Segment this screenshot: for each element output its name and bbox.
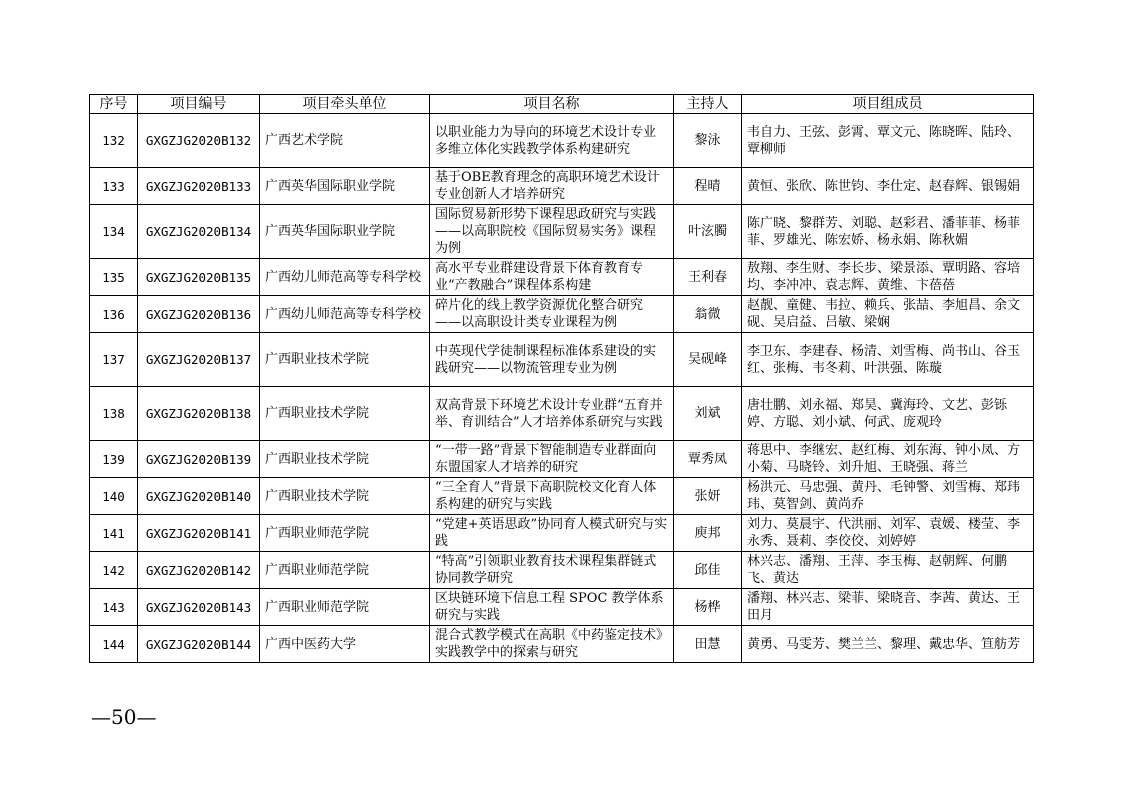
host-cell: 田慧 xyxy=(674,626,742,663)
header-lead-unit: 项目牵头单位 xyxy=(260,95,430,114)
project-name-cell: 中英现代学徒制课程标准体系建设的实践研究——以物流管理专业为例 xyxy=(430,333,674,387)
header-project-code: 项目编号 xyxy=(138,95,260,114)
lead-unit-cell: 广西幼儿师范高等专科学校 xyxy=(260,296,430,333)
seq-cell: 138 xyxy=(90,387,138,441)
project-name-cell: 国际贸易新形势下课程思政研究与实践——以高职院校《国际贸易实务》课程为例 xyxy=(430,205,674,259)
lead-unit-cell: 广西职业技术学院 xyxy=(260,441,430,478)
seq-cell: 140 xyxy=(90,478,138,515)
project-code-cell: GXGZJG2020B132 xyxy=(138,114,260,168)
project-code-cell: GXGZJG2020B136 xyxy=(138,296,260,333)
project-code-cell: GXGZJG2020B134 xyxy=(138,205,260,259)
project-table xyxy=(89,94,1034,663)
host-cell: 程晴 xyxy=(674,168,742,205)
table-row xyxy=(90,589,1034,626)
header-members: 项目组成员 xyxy=(742,95,1034,114)
project-code-cell: GXGZJG2020B133 xyxy=(138,168,260,205)
members-cell: 黄恒、张欣、陈世钧、李仕定、赵春辉、银锡娟 xyxy=(742,168,1034,205)
table-header-row xyxy=(90,95,1034,114)
project-code-cell: GXGZJG2020B142 xyxy=(138,552,260,589)
table-row xyxy=(90,552,1034,589)
lead-unit-cell: 广西英华国际职业学院 xyxy=(260,168,430,205)
lead-unit-cell: 广西职业师范学院 xyxy=(260,515,430,552)
project-code-cell: GXGZJG2020B138 xyxy=(138,387,260,441)
members-cell: 蒋思中、李继宏、赵红梅、刘东海、钟小凤、方小菊、马晓铃、刘升旭、王晓强、蒋兰 xyxy=(742,441,1034,478)
lead-unit-cell: 广西职业师范学院 xyxy=(260,589,430,626)
seq-cell: 144 xyxy=(90,626,138,663)
members-cell: 陈广晓、黎群芳、刘聪、赵彩君、潘菲菲、杨菲菲、罗雄光、陈宏娇、杨永娟、陈秋媚 xyxy=(742,205,1034,259)
host-cell: 张妍 xyxy=(674,478,742,515)
members-cell: 刘力、莫晨宇、代洪丽、刘军、袁媛、楼莹、李永秀、聂莉、李佼佼、刘婷婷 xyxy=(742,515,1034,552)
seq-cell: 132 xyxy=(90,114,138,168)
lead-unit-cell: 广西职业技术学院 xyxy=(260,478,430,515)
table-row xyxy=(90,168,1034,205)
project-name-cell: 双高背景下环境艺术设计专业群“五育并举、育训结合”人才培养体系研究与实践 xyxy=(430,387,674,441)
seq-cell: 133 xyxy=(90,168,138,205)
members-cell: 韦自力、王弦、彭霄、覃文元、陈晓晖、陆玲、覃柳师 xyxy=(742,114,1034,168)
project-code-cell: GXGZJG2020B140 xyxy=(138,478,260,515)
table-row xyxy=(90,333,1034,387)
host-cell: 庾邦 xyxy=(674,515,742,552)
members-cell: 潘翔、林兴志、梁菲、梁晓音、李茜、黄达、王田月 xyxy=(742,589,1034,626)
seq-cell: 135 xyxy=(90,259,138,296)
lead-unit-cell: 广西中医药大学 xyxy=(260,626,430,663)
table-row xyxy=(90,441,1034,478)
host-cell: 邱佳 xyxy=(674,552,742,589)
table-row xyxy=(90,259,1034,296)
host-cell: 黎泳 xyxy=(674,114,742,168)
page-number: —50— xyxy=(91,705,157,729)
header-project-name: 项目名称 xyxy=(430,95,674,114)
project-name-cell: 基于OBE教育理念的高职环境艺术设计专业创新人才培养研究 xyxy=(430,168,674,205)
seq-cell: 143 xyxy=(90,589,138,626)
project-name-cell: “三全育人”背景下高职院校文化育人体系构建的研究与实践 xyxy=(430,478,674,515)
seq-cell: 134 xyxy=(90,205,138,259)
project-name-cell: “党建+英语思政”协同育人模式研究与实践 xyxy=(430,515,674,552)
table-row xyxy=(90,387,1034,441)
lead-unit-cell: 广西艺术学院 xyxy=(260,114,430,168)
seq-cell: 137 xyxy=(90,333,138,387)
project-name-cell: 以职业能力为导向的环境艺术设计专业多维立体化实践教学体系构建研究 xyxy=(430,114,674,168)
members-cell: 李卫东、李建春、杨清、刘雪梅、尚书山、谷玉红、张梅、韦冬莉、叶洪强、陈璇 xyxy=(742,333,1034,387)
host-cell: 杨桦 xyxy=(674,589,742,626)
members-cell: 杨洪元、马忠强、黄丹、毛钟警、刘雪梅、郑玮玮、莫智剑、黄尚乔 xyxy=(742,478,1034,515)
project-code-cell: GXGZJG2020B139 xyxy=(138,441,260,478)
project-code-cell: GXGZJG2020B143 xyxy=(138,589,260,626)
host-cell: 王利春 xyxy=(674,259,742,296)
table-row xyxy=(90,478,1034,515)
table-row xyxy=(90,515,1034,552)
host-cell: 吴砚峰 xyxy=(674,333,742,387)
members-cell: 唐壮鹏、刘永福、郑昊、冀海玲、文艺、彭铄婷、方聪、刘小斌、何武、庞观玲 xyxy=(742,387,1034,441)
project-code-cell: GXGZJG2020B137 xyxy=(138,333,260,387)
project-name-cell: “一带一路”背景下智能制造专业群面向东盟国家人才培养的研究 xyxy=(430,441,674,478)
project-code-cell: GXGZJG2020B144 xyxy=(138,626,260,663)
host-cell: 覃秀凤 xyxy=(674,441,742,478)
header-seq: 序号 xyxy=(90,95,138,114)
project-name-cell: 碎片化的线上教学资源优化整合研究——以高职设计类专业课程为例 xyxy=(430,296,674,333)
project-name-cell: “特高”引领职业教育技术课程集群链式协同教学研究 xyxy=(430,552,674,589)
members-cell: 林兴志、潘翔、王萍、李玉梅、赵朝辉、何鹏飞、黄达 xyxy=(742,552,1034,589)
lead-unit-cell: 广西职业师范学院 xyxy=(260,552,430,589)
lead-unit-cell: 广西幼儿师范高等专科学校 xyxy=(260,259,430,296)
members-cell: 黄勇、马雯芳、樊兰兰、黎理、戴忠华、笪舫芳 xyxy=(742,626,1034,663)
table-row xyxy=(90,114,1034,168)
members-cell: 赵靓、童健、韦拉、赖兵、张喆、李旭昌、余文砚、吴启益、吕敏、梁娴 xyxy=(742,296,1034,333)
lead-unit-cell: 广西英华国际职业学院 xyxy=(260,205,430,259)
lead-unit-cell: 广西职业技术学院 xyxy=(260,333,430,387)
seq-cell: 139 xyxy=(90,441,138,478)
host-cell: 翁微 xyxy=(674,296,742,333)
table-row xyxy=(90,296,1034,333)
project-name-cell: 混合式教学模式在高职《中药鉴定技术》实践教学中的探索与研究 xyxy=(430,626,674,663)
table-row xyxy=(90,626,1034,663)
members-cell: 敖翔、李生财、李长步、梁景添、覃明路、容培均、李冲冲、袁志辉、黄维、卞蓓蓓 xyxy=(742,259,1034,296)
project-name-cell: 区块链环境下信息工程 SPOC 教学体系研究与实践 xyxy=(430,589,674,626)
project-code-cell: GXGZJG2020B135 xyxy=(138,259,260,296)
header-host: 主持人 xyxy=(674,95,742,114)
project-code-cell: GXGZJG2020B141 xyxy=(138,515,260,552)
seq-cell: 136 xyxy=(90,296,138,333)
project-name-cell: 高水平专业群建设背景下体育教育专业“产教融合”课程体系构建 xyxy=(430,259,674,296)
seq-cell: 142 xyxy=(90,552,138,589)
host-cell: 刘斌 xyxy=(674,387,742,441)
seq-cell: 141 xyxy=(90,515,138,552)
table-row xyxy=(90,205,1034,259)
lead-unit-cell: 广西职业技术学院 xyxy=(260,387,430,441)
host-cell: 叶泫臅 xyxy=(674,205,742,259)
